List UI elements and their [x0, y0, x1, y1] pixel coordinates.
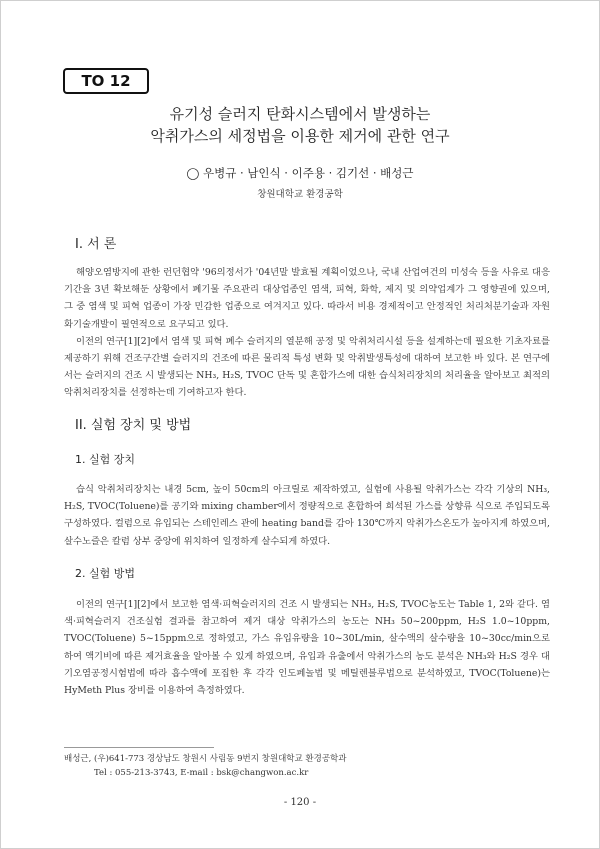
- footnote-contact: Tel : 055-213-3743, E-mail : bsk@changwon.ac.kr: [94, 768, 309, 778]
- section-heading-methods: II. 실험 장치 및 방법: [75, 418, 192, 433]
- subsection-heading-apparatus: 1. 실험 장치: [75, 453, 135, 466]
- author-list: ◯ 우병규 · 남인식 · 이주용 · 김기선 · 배성근: [186, 166, 414, 180]
- section-heading-introduction: I. 서 론: [75, 237, 117, 252]
- footnote-rule: [64, 747, 214, 748]
- paper-title-line-1: 유기성 슬러지 탄화시스템에서 발생하는: [169, 105, 431, 123]
- page-number: - 120 -: [283, 797, 317, 808]
- introduction-body: [64, 264, 550, 402]
- paragraph: 이전의 연구[1][2]에서 염색 및 피혁 폐수 슬러지의 열분해 공정 및 악취처리시설 등을 설계하는데 필요한 기초자료를 제공하기 위해 건조구간별 슬러지의 건조에 따른 물리적 특성 변화 및 악취발생특성에 대하여 보고한 바 있다. 본 연구에서는 슬러지의 건조 시 발생되는 NH₃, H₂S, TVOC 단독 및 혼합가스에 대한 습식처리장치의 처리율을 알아보고 최적의 악취처리장치를 선정하는데 기여하고자 한다.: [64, 335, 550, 399]
- footnote: [64, 752, 346, 780]
- paper-title-line-2: 악취가스의 세정법을 이용한 제거에 관한 연구: [150, 127, 450, 145]
- affiliation: 창원대학교 환경공학: [257, 189, 343, 200]
- session-badge: TO 12: [63, 68, 149, 94]
- paragraph: 이전의 연구[1][2]에서 보고한 염색·피혁슬러지의 건조 시 발생되는 NH₃, H₂S, TVOC농도는 Table 1, 2와 같다. 염색·피혁슬러지 건조실험 결과를 참고하여 제거 대상 악취가스의 농도는 NH₃ 50~200ppm, H₂S 1.0~10ppm, TVOC(Toluene) 5~15ppm으로 정하였고, 가스 유입유량을 10~30L/min, 살수액의 살수량을 10~30cc/min으로 하여 액기비에 따른 제거효율을 알아볼 수 있게 하였으며, 유입과 유출에서 악취가스의 농도 분석은 NH₃와 H₂S 경우 대기오염공정시험법에 따라 흡수액에 포집한 후 각각 인도페놀법 및 메틸렌블루법으로 분석하였고, TVOC(Toluene)는 HyMeth Plus 장비를 이용하여 측정하였다.: [64, 599, 550, 697]
- paragraph: 습식 악취처리장치는 내경 5cm, 높이 50cm의 아크릴로 제작하였고, 실험에 사용될 악취가스는 각각 기상의 NH₃, H₂S, TVOC(Toluene)를 공기와 mixing chamber에서 정량적으로 혼합하여 희석된 가스를 상향류 식으로 주입되도록 구성하였다. 컬럼으로 유입되는 스테인레스 관에 heating band를 감아 130℃까지 악취가스온도가 높아지게 하였으며, 살수노즐은 칼럼 상부 중앙에 위치하여 일정하게 살수되게 하였다.: [64, 484, 550, 547]
- method-body: [64, 596, 550, 699]
- subsection-heading-method: 2. 실험 방법: [75, 567, 135, 580]
- footnote-address: 배성근, (우)641-773 경상남도 창원시 사림동 9번지 창원대학교 환경공학과: [64, 754, 347, 764]
- apparatus-body: [64, 481, 550, 550]
- paragraph: 해양오염방지에 관한 런던협약 '96의정서가 '04년말 발효될 계획이었으나, 국내 산업여건의 미성숙 등을 사유로 대응기간을 3년 확보해둔 상황에서 폐기물 주요관리 대상업종인 염색, 피혁, 화학, 제지 및 의약업계가 그 영향권에 있으며, 그 중 염색 및 피혁 업종이 가장 민감한 업종으로 여겨지고 있다. 따라서 비용 경제적이고 안정적인 처리처분기술과 자원화기술개발이 필연적으로 요구되고 있다.: [64, 267, 550, 330]
